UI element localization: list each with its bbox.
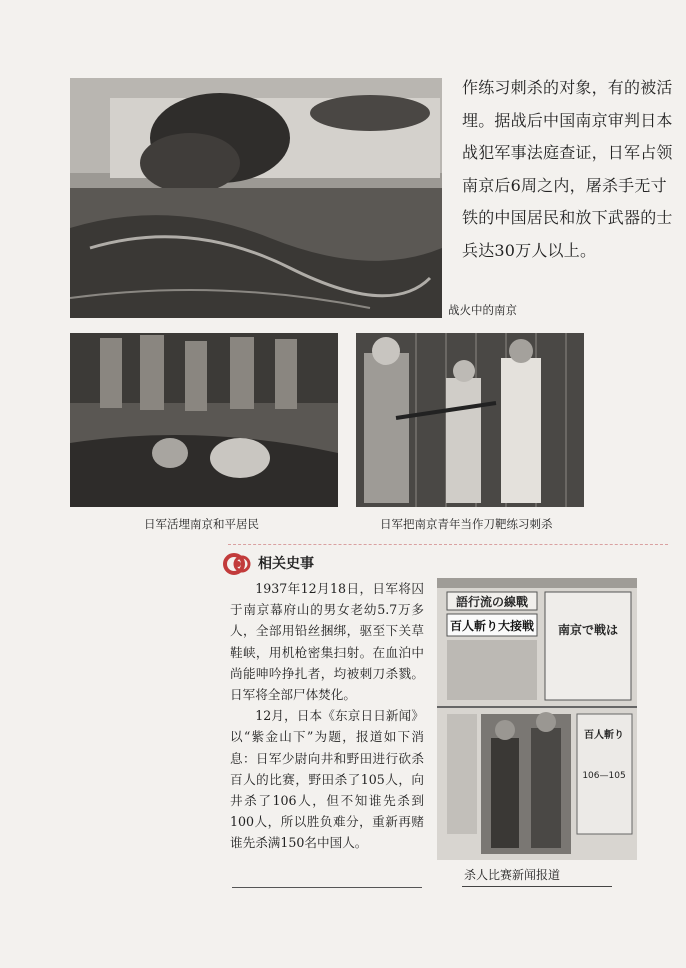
newspaper-caption-rule [462, 886, 612, 887]
story-bottom-rule [232, 887, 422, 888]
newspaper-headline-b: 百人斬り大接戦 [449, 619, 535, 633]
story-paragraph-1: 1937年12月18日，日军将囚于南京幕府山的男女老幼5.7万多人，全部用铅丝捆绑，驱至下关草鞋峡，用机枪密集扫射。在血泊中尚能呻吟挣扎者，均被刺刀杀戮。日军将全部尸体焚化。 [230, 581, 424, 703]
story-paragraph-2: 12月，日本《东京日日新闻》以“紫金山下”为题，报道如下消息：日军少尉向井和野田进行砍杀百人的比赛，野田杀了105人，向井杀了106人，但不知谁先杀到100人，所以胜负难分，重新再赌谁先杀满150名中国人。 [230, 708, 424, 851]
newspaper-headline-d: 百人斬り [584, 730, 624, 741]
newspaper-headline-a: 語行流の線戰 [455, 595, 529, 609]
related-history-title: 相关史事 [258, 556, 314, 572]
newspaper-headline-c: 南京で戦は [557, 623, 619, 637]
top-photo-caption: 战火中的南京 [448, 303, 517, 317]
right-photo-caption: 日军把南京青年当作刀靶练习刺杀 [380, 517, 553, 531]
newspaper-numbers: 106—105 [582, 771, 626, 781]
left-photo-caption: 日军活埋南京和平居民 [144, 517, 259, 531]
right-column-paragraph: 作练习刺杀的对象，有的被活埋。据战后中国南京审判日本战犯军事法庭查证，日军占领南京后6周之内，屠杀手无寸铁的中国居民和放下武器的士兵达30万人以上。 [462, 78, 673, 260]
newspaper-caption: 杀人比赛新闻报道 [464, 868, 561, 882]
left-photo-burial [70, 333, 338, 507]
top-photo-nanjing-war [70, 78, 442, 318]
right-column-text [462, 72, 676, 267]
related-history-icon [222, 549, 252, 579]
newspaper-image [437, 578, 637, 860]
related-history-story [230, 578, 424, 854]
right-photo-bayonet [356, 333, 584, 507]
section-divider [228, 544, 668, 545]
